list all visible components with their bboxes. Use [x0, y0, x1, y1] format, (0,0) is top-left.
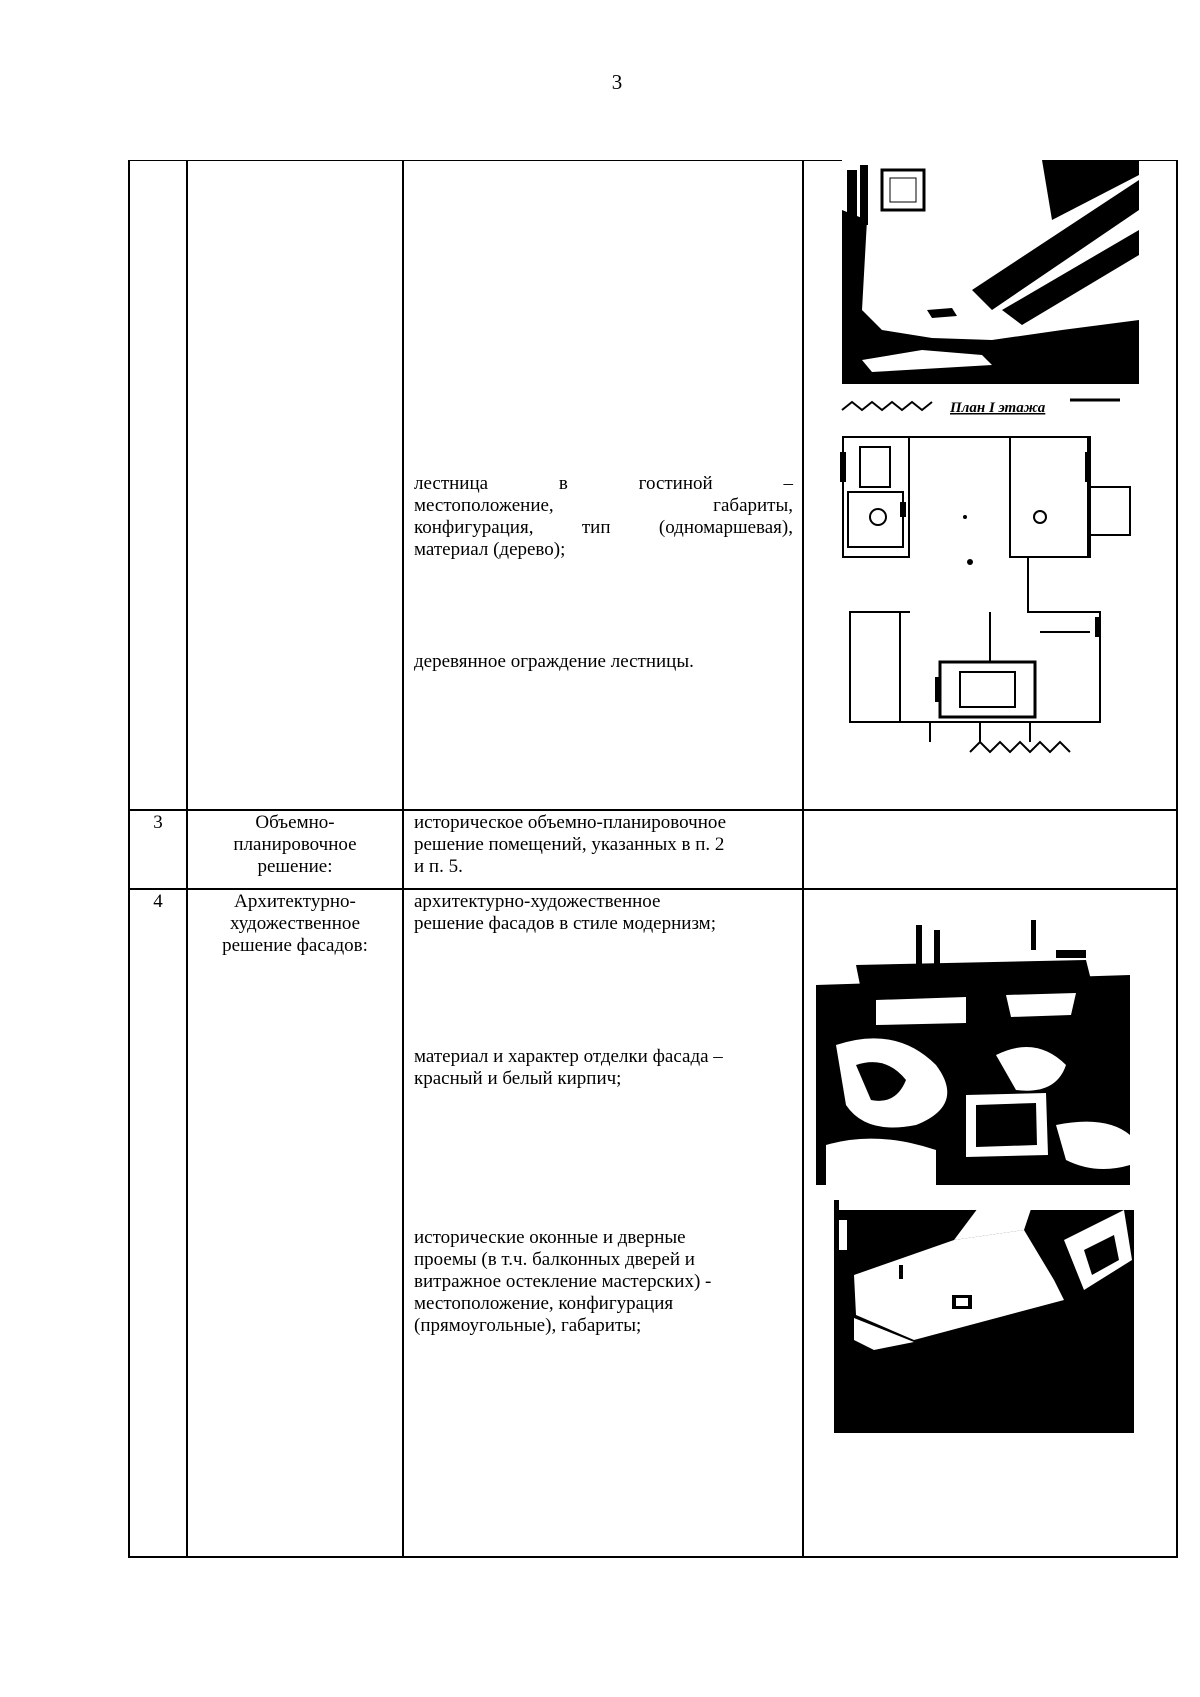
facade-style-line-2: решение фасадов в стиле модернизм;: [414, 913, 716, 934]
row3-desc-line-1: историческое объемно-планировочное: [414, 812, 727, 833]
stair-railing-text: деревянное ограждение лестницы.: [414, 651, 694, 672]
row3-name-line-3: решение:: [257, 856, 333, 877]
staircase-line-1: лестница в гостиной –: [414, 473, 793, 494]
row4-name: [188, 891, 402, 957]
row4-name-line-2: художественное: [229, 913, 361, 934]
facade-photo: [816, 905, 1130, 1185]
row3-desc-line-2: решение помещений, указанных в п. 2: [414, 834, 725, 855]
first-floor-plan: [840, 392, 1140, 792]
row3-desc-line-3: и п. 5.: [414, 856, 463, 877]
openings-line-4: местоположение, конфигурация: [414, 1293, 674, 1314]
staircase-description: [414, 473, 793, 561]
openings-line-3: витражное остекление мастерских) -: [414, 1271, 712, 1292]
row4-top-border: [128, 888, 1178, 890]
col-border-1: [128, 160, 130, 1557]
interior-staircase-photo: [842, 160, 1139, 384]
col-border-4: [802, 160, 804, 1557]
facade-material-line-1: материал и характер отделки фасада –: [414, 1046, 723, 1067]
row3-top-border: [128, 809, 1178, 811]
staircase-line-4: материал (дерево);: [414, 539, 566, 560]
row3-name: [188, 812, 402, 878]
staircase-line-3: конфигурация, тип (одномаршевая),: [414, 517, 793, 538]
col-border-5: [1176, 160, 1178, 1557]
openings-line-2: проемы (в т.ч. балконных дверей и: [414, 1249, 695, 1270]
row4-name-line-1: Архитектурно-: [234, 891, 356, 912]
openings-line-1: исторические оконные и дверные: [414, 1227, 686, 1248]
facade-style-text: [414, 891, 799, 935]
facade-material-text: [414, 1046, 799, 1090]
col-border-3: [402, 160, 404, 1557]
facade-style-line-1: архитектурно-художественное: [414, 891, 661, 912]
row3-description: [414, 812, 799, 878]
openings-text: [414, 1227, 799, 1337]
plan-title: План I этажа: [950, 400, 1046, 416]
row4-number: 4: [153, 891, 163, 912]
table-bottom-border: [128, 1556, 1178, 1558]
facade-material-line-2: красный и белый кирпич;: [414, 1068, 622, 1089]
row3-name-line-1: Объемно-: [255, 812, 335, 833]
openings-line-5: (прямоугольные), габариты;: [414, 1315, 642, 1336]
row3-number: 3: [153, 812, 163, 833]
windows-photo: [834, 1200, 1134, 1433]
staircase-line-2: местоположение, габариты,: [414, 495, 793, 516]
row3-name-line-2: планировочное: [233, 834, 357, 855]
row4-name-line-3: решение фасадов:: [222, 935, 368, 956]
page-number: 3: [611, 70, 623, 94]
